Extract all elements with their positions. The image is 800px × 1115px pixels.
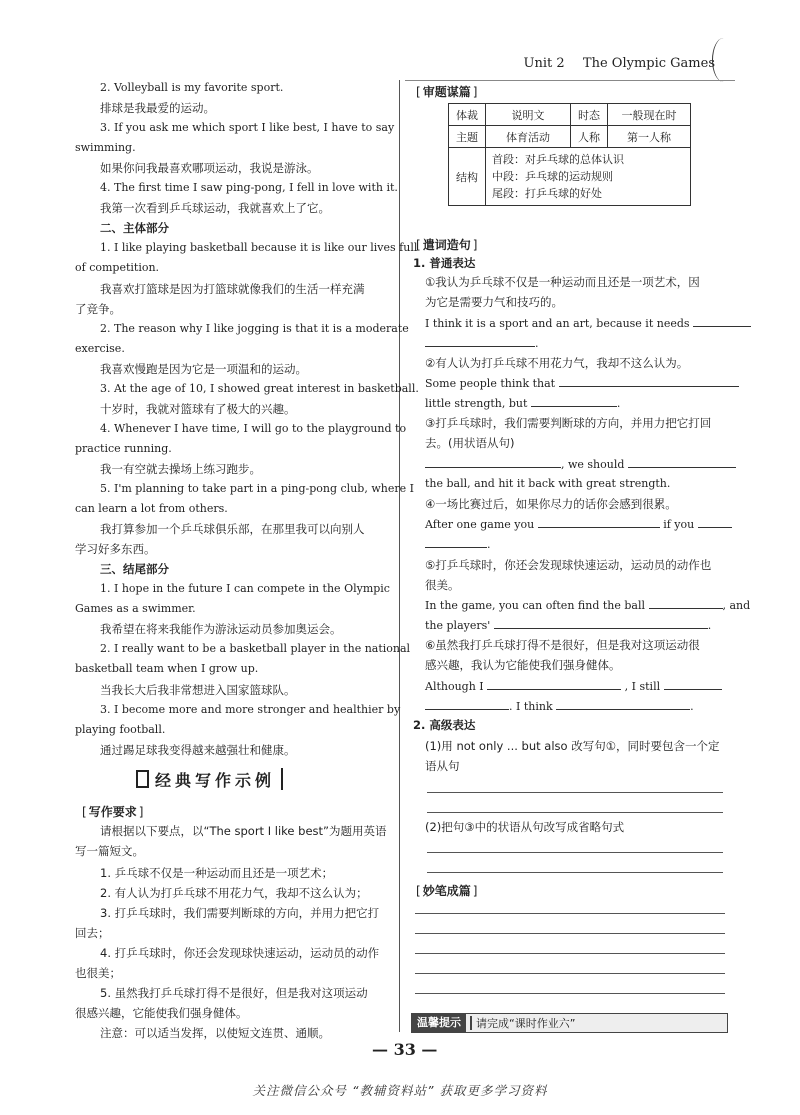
left-text-line: 2. The reason why I like jogging is that it is a moderate [100,322,409,335]
left-text-line: 我喜欢慢跑是因为它是一项温和的运动。 [100,362,307,376]
left-text-line: playing football. [75,723,166,736]
section-title-bar-mark [281,768,283,790]
left-text-line: 1. I hope in the future I can compete in the Olympic [100,582,390,595]
requirement-line: 1. 乒乓球不仅是一种运动而且还是一项艺术； [100,866,334,880]
g2-prompt: (2)把句③中的状语从句改写成省略句式 [425,820,625,834]
tip-divider [470,1016,472,1030]
qianci-label: [ 遣词造句 ] [416,236,477,253]
header-rule [405,80,735,81]
s3-en [425,457,736,472]
s6-en [425,679,722,694]
left-text-line: 我打算参加一个乒乓球俱乐部，在那里我可以向别人 [100,522,365,536]
s6-en-text: , I still [624,680,661,693]
left-text-line: 通过踢足球我变得越来越强壮和健康。 [100,743,296,757]
answer-blank[interactable] [556,699,690,710]
answer-blank[interactable] [425,537,487,548]
genre-value: 说明文 [486,104,571,126]
left-text-line: 我希望在将来我能作为游泳运动员参加奥运会。 [100,622,342,636]
s5-en: the players' . [425,619,712,632]
s4-en-text: After one game you [425,518,535,531]
left-text-line: 三、结尾部分 [100,562,169,576]
left-text-line: 4. Whenever I have time, I will go to the playground to [100,422,407,435]
s2-en [425,376,739,391]
composition-line[interactable] [415,953,725,954]
theme-value: 体育活动 [486,126,571,148]
s5-cn: 很美。 [425,578,460,592]
writing-line[interactable] [427,872,723,873]
requirement-line: 写一篇短文。 [75,844,144,858]
composition-line[interactable] [415,933,725,934]
header-arc-decoration [712,38,735,82]
s3-en: the ball, and hit it back with great strength. [425,477,671,490]
s6-en-text: . I think [509,700,553,713]
requirement-line: 2. 有人认为打乒乓球不用花力气，我却不这么认为； [100,886,368,900]
answer-blank[interactable] [425,699,509,710]
s4-cn: ④一场比赛过后，如果你尽力的话你会感到很累。 [425,497,677,511]
left-text-line: exercise. [75,342,125,355]
answer-blank[interactable] [425,336,535,347]
left-text-line: 1. I like playing basketball because it is like our lives full [100,241,418,254]
struct-value [486,148,691,206]
s5-cn: ⑤打乒乓球时，你还会发现球快速运动，运动员的动作也 [425,558,712,572]
left-text-line: 学习好多东西。 [75,542,156,556]
s3-cn: ③打乒乓球时，我们需要判断球的方向，并用力把它打回 [425,416,712,430]
left-text-line: 当我长大后我非常想进入国家篮球队。 [100,683,296,697]
left-text-line: 5. I'm planning to take part in a ping-pong club, where I [100,482,414,495]
page-number: — 33 — [372,1040,438,1059]
left-text-line: basketball team when I grow up. [75,662,259,675]
g1-prompt: (1)用 not only ... but also 改写句①，同时要包含一个定 [425,739,720,753]
person-key: 人称 [571,126,608,148]
s1-cn: ①我认为乒乓球不仅是一种运动而且还是一项艺术，因 [425,275,700,289]
left-text-line: 2. Volleyball is my favorite sport. [100,81,284,94]
section-title: 经典写作示例 [155,770,276,790]
section-title-bar [136,767,283,791]
s4-en-text: if you [663,518,695,531]
s5-en-text: , and [722,599,751,612]
gaoji-label: 2. 高级表达 [413,718,476,732]
answer-blank[interactable] [559,376,739,387]
s6-en-text: Although I [425,680,484,693]
left-text-line: 排球是我最爱的运动。 [100,101,215,115]
footer-note: 关注微信公众号 “教辅资料站” 获取更多学习资料 [252,1083,548,1098]
composition-line[interactable] [415,993,725,994]
left-text-line: 如果你问我最喜欢哪项运动，我说是游泳。 [100,161,319,175]
s5-en [425,598,750,613]
requirement-line: 也很美； [75,966,121,980]
tip-bar [411,1013,728,1033]
left-text-line: 3. If you ask me which sport I like best, I have to say [100,121,395,134]
tip-text: 请完成“课时作业六” [476,1017,576,1030]
composition-line[interactable] [415,973,725,974]
left-text-line: 十岁时，我就对篮球有了极大的兴趣。 [100,402,296,416]
composition-line[interactable] [415,913,725,914]
answer-blank[interactable] [425,457,561,468]
left-text-line: 我一有空就去操场上练习跑步。 [100,462,261,476]
requirement-line: 很感兴趣，它能使我们强身健体。 [75,1006,248,1020]
answer-blank[interactable] [531,396,617,407]
outline-table [448,103,691,206]
answer-blank[interactable] [698,517,732,528]
writing-line[interactable] [427,852,723,853]
s3-en-text: , we should [561,458,625,471]
left-text-line: Games as a swimmer. [75,602,196,615]
putong-label: 1. 普通表达 [413,256,476,270]
requirement-line: 5. 虽然我打乒乓球打得不是很好，但是我对这项运动 [100,986,368,1000]
req-label: [ 写作要求 ] [82,803,143,820]
answer-blank[interactable] [487,679,621,690]
tip-label: 温馨提示 [412,1014,466,1032]
left-text-line: 3. I become more and more stronger and healthier by [100,703,401,716]
answer-blank[interactable] [538,517,660,528]
answer-blank[interactable] [494,618,708,629]
column-divider [399,80,400,1032]
left-text-line: 我第一次看到乒乓球运动，我就喜欢上了它。 [100,201,330,215]
writing-line[interactable] [427,812,723,813]
left-text-line: 了竞争。 [75,302,121,316]
tense-key: 时态 [571,104,608,126]
left-text-line: can learn a lot from others. [75,502,228,515]
s3-cn: 去。(用状语从句) [425,436,515,450]
struct-line: 中段：乒乓球的运动规则 [492,170,613,183]
left-text-line: 3. At the age of 10, I showed great interest in basketball. [100,382,419,395]
s4-en: . [425,537,491,552]
writing-line[interactable] [427,792,723,793]
s2-cn: ②有人认为打乒乓球不用花力气，我却不这么认为。 [425,356,689,370]
requirement-line: 3. 打乒乓球时，我们需要判断球的方向，并用力把它打 [100,906,380,920]
left-text-line: swimming. [75,141,136,154]
answer-blank[interactable] [649,598,723,609]
running-header [524,56,715,71]
s4-en [425,517,732,532]
miaobi-label: [ 妙笔成篇 ] [416,882,477,899]
s1-cn: 为它是需要力气和技巧的。 [425,295,563,309]
s5-en-text: In the game, you can often find the ball [425,599,645,612]
answer-blank[interactable] [628,457,736,468]
person-value: 第一人称 [608,126,691,148]
s6-cn: 感兴趣，我认为它能使我们强身健体。 [425,658,621,672]
answer-blank[interactable] [693,316,751,327]
requirement-line: 回去； [75,926,110,940]
s2-en: little strength, but . [425,397,621,410]
s5-en-text: the players' [425,619,491,632]
header-title: The Olympic Games [582,56,715,71]
s2-en-text: little strength, but [425,397,528,410]
left-text-line: 2. I really want to be a basketball player in the national [100,642,411,655]
header-unit: Unit 2 [523,56,565,71]
s1-en-text: I think it is a sport and an art, because it needs [425,317,690,330]
tense-value: 一般现在时 [608,104,691,126]
requirement-line: 注意：可以适当发挥，以使短文连贯、通顺。 [100,1026,330,1040]
answer-blank[interactable] [664,679,722,690]
s1-en [425,316,751,331]
left-text-line: practice running. [75,442,172,455]
s6-cn: ⑥虽然我打乒乓球打得不是很好，但是我对这项运动很 [425,638,700,652]
requirement-line: 请根据以下要点，以“The sport I like best”为题用英语 [100,824,387,838]
genre-key: 体裁 [449,104,486,126]
left-text-line: 二、主体部分 [100,221,169,235]
struct-key: 结构 [449,148,486,206]
s2-en-text: Some people think that [425,377,556,390]
struct-line: 尾段：打乒乓球的好处 [492,187,602,200]
left-text-line: 我喜欢打篮球是因为打篮球就像我们的生活一样充满 [100,282,365,296]
left-text-line: of competition. [75,261,160,274]
theme-key: 主题 [449,126,486,148]
s1-en: . [425,336,539,351]
shenti-label: [ 审题谋篇 ] [416,83,477,100]
s6-en: . I think . [425,699,694,714]
requirement-line: 4. 打乒乓球时，你还会发现球快速运动，运动员的动作 [100,946,380,960]
struct-line: 首段：对乒乓球的总体认识 [492,153,624,166]
g1-prompt: 语从句 [425,759,460,773]
left-text-line: 4. The first time I saw ping-pong, I fell in love with it. [100,181,398,194]
section-title-icon [136,770,149,788]
